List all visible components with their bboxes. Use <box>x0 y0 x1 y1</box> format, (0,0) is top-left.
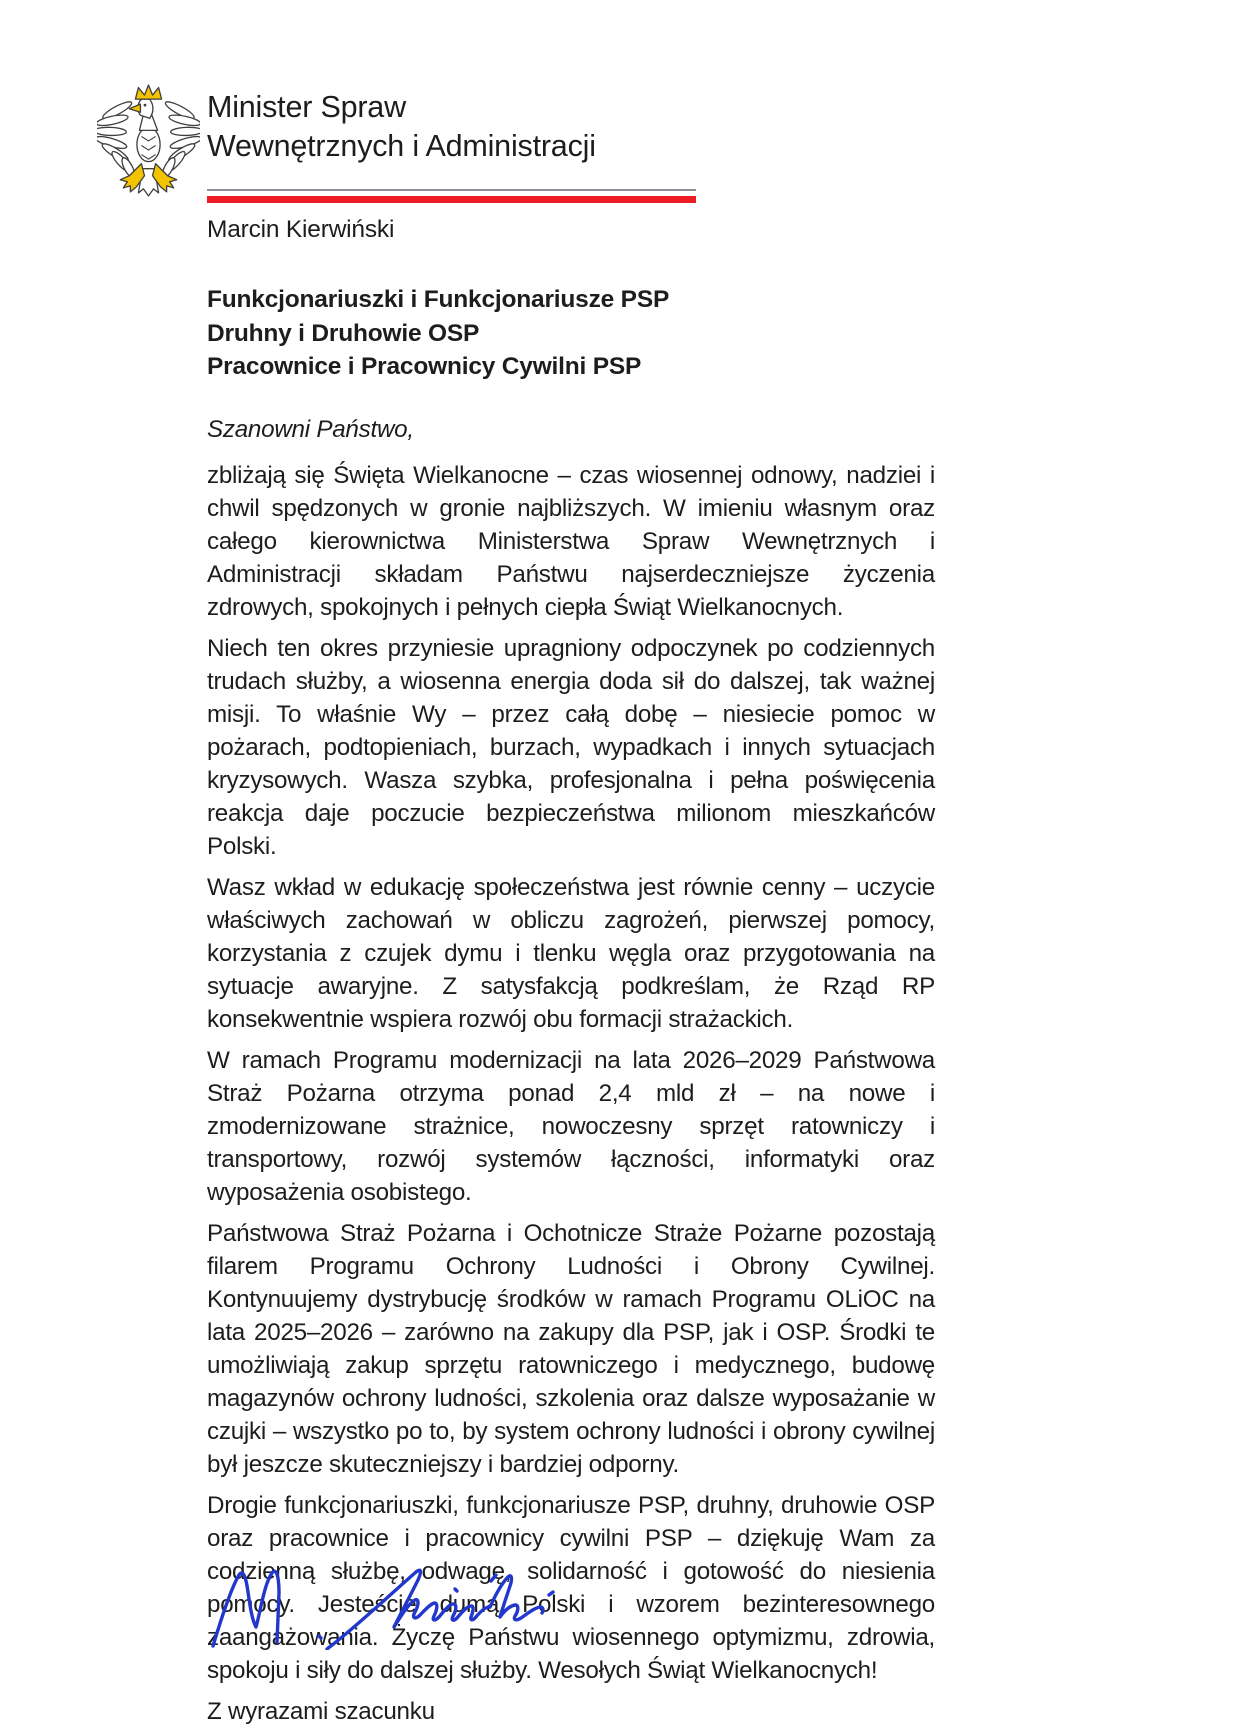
recipient-line-psp-officers: Funkcjonariuszki i Funkcjonariusze PSP <box>207 286 670 313</box>
closing-phrase: Z wyrazami szacunku <box>207 1698 435 1725</box>
paragraph-modernization-program: W ramach Programu modernizacji na lata 2026–2029 Państwowa Straż Pożarna otrzyma ponad 2,4 mld zł – na nowe i zmodernizowane strażnice, nowoczesny sprzęt ratowniczy i transportowy, rozwój systemów łączności, informatyki oraz wyposażenia osobistego. <box>207 1047 935 1206</box>
ministry-title-line2: Wewnętrznych i Administracji <box>207 129 596 163</box>
paragraph-rest-and-mission: Niech ten okres przyniesie upragniony odpoczynek po codziennych trudach służby, a wiosenna energia doda sił do dalszej, tak ważnej misji. To właśnie Wy – przez całą dobę – niesiecie pomoc w pożarach, podtopieniach, burzach, wypadkach i innych sytuacjach kryzysowych. Wasza szybka, profesjonalna i pełna poświęcenia reakcja daje poczucie bezpieczeństwa milionom mieszkańców Polski. <box>207 635 935 860</box>
ministry-title <box>207 88 596 166</box>
minister-name: Marcin Kierwiński <box>207 216 395 243</box>
salutation: Szanowni Państwo, <box>207 416 414 443</box>
handwritten-signature <box>203 1550 555 1650</box>
paragraph-easter-wishes: zbliżają się Święta Wielkanocne – czas wiosennej odnowy, nadziei i chwil spędzonych w gronie najbliższych. W imieniu własnym oraz całego kierownictwa Ministerstwa Spraw Wewnętrznych i Administracji składam Państwu najserdeczniejsze życzenia zdrowych, spokojnych i pełnych ciepła Świąt Wielkanocnych. <box>207 462 935 621</box>
recipient-line-osp-members: Druhny i Druhowie OSP <box>207 319 480 347</box>
letter-body <box>207 413 935 1728</box>
ministry-title-line1: Minister Spraw <box>207 90 406 124</box>
flag-separator <box>207 189 696 203</box>
flag-separator-red-stripe <box>207 196 696 203</box>
paragraph-education-role: Wasz wkład w edukację społeczeństwa jest równie cenny – uczycie właściwych zachowań w obliczu zagrożeń, pierwszej pomocy, korzystania z czujek dymu i tlenku węgla oraz przygotowania na sytuacje awaryjne. Z satysfakcją podkreślam, że Rząd RP konsekwentnie wspiera rozwój obu formacji strażackich. <box>207 874 935 1033</box>
paragraph-thanks: Drogie funkcjonariuszki, funkcjonariusze PSP, druhny, druhowie OSP oraz pracownice i pracownicy cywilni PSP – dziękuję Wam za codzienną służbę, odwagę, solidarność i gotowość do niesienia pomocy. Jesteście dumą Polski i wzorem bezinteresownego zaangażowania. Życzę Państwu wiosennego optymizmu, zdrowia, spokoju i siły do dalszej służby. Wesołych Świąt Wielkanocnych! <box>207 1492 935 1684</box>
polish-eagle-icon <box>97 84 200 207</box>
recipient-line-civil-workers: Pracownice i Pracownicy Cywilni PSP <box>207 353 642 380</box>
paragraph-olioc-program: Państwowa Straż Pożarna i Ochotnicze Straże Pożarne pozostają filarem Programu Ochrony Ludności i Obrony Cywilnej. Kontynuujemy dystrybucję środków w ramach Programu OLiOC na lata 2025–2026 – zarówno na zakupy dla PSP, jak i OSP. Środki te umożliwiają zakup sprzętu ratowniczego i medycznego, budowę magazynów ochrony ludności, szkolenia oraz dalsze wyposażanie w czujki – wszystko po to, by system ochrony ludności i obrony cywilnej był jeszcze skuteczniejszy i bardziej odporny. <box>207 1220 935 1478</box>
recipients-block <box>207 283 669 384</box>
